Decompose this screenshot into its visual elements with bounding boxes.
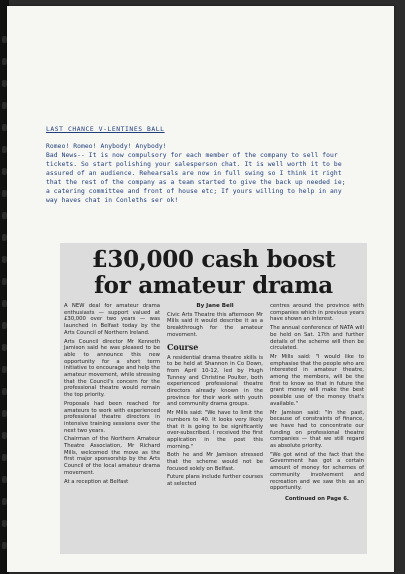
continued-note: Continued on Page 6. bbox=[285, 495, 349, 502]
paragraph: Chairman of the Northern Amateur Theatre Association, Mr Richard Mills, welcomed the move as the first major sponsorship by the Arts Council of the local amateur drama movement. bbox=[64, 436, 160, 476]
paragraph: centres around the province with companies which in previous years have shown an interest. bbox=[270, 303, 364, 323]
paragraph: Proposals had been reached for amateurs to work with experienced professional theatre directors in intensive training sessions over the next two years. bbox=[64, 400, 160, 434]
paragraph: "We got wind of the fact that the Government has got a certain amount of money for schemes of community involvement and recreation and we saw this as an opportunity. bbox=[270, 451, 364, 492]
headline-line-1: £30,000 cash boost bbox=[91, 246, 336, 273]
paragraph: Mr Mills said: "I would like to emphasise that the people who are interested in amateur theatre, among the members, will be the first to know so that in future the grant money will make the best possible use of the money that's available." bbox=[270, 353, 364, 407]
paragraph: Civic Arts Theatre this afternoon Mr Mills said it would describe it as a breakthrough for the amateur movement. bbox=[167, 311, 263, 338]
headline-line-2: for amateur drama bbox=[94, 272, 333, 299]
byline: By Jane Bell bbox=[196, 303, 234, 309]
article-column-2 bbox=[167, 303, 263, 490]
typed-note bbox=[46, 125, 384, 205]
note-title: LAST CHANCE V-LENTINES BALL bbox=[46, 126, 165, 133]
paragraph: Mr Jamison said: "In the past, because of constraints of finance, we have had to concentrate our funding on professional theatre companies — that we still regard as absolute priority. bbox=[270, 409, 364, 450]
paragraph: The annual conference of NATA will be held on Sat. 17th and further details of the scheme will then be circulated. bbox=[270, 325, 364, 352]
paragraph: Arts Council director Mr Kenneth Jamison said he was pleased to be able to announce this new opportunity for a short term initiative to encourage and help the amateur movement, while stressing that the Council's concern for the professional theatre would remain the top priority. bbox=[64, 338, 160, 399]
article-columns bbox=[64, 303, 364, 552]
paragraph: Future plans include further courses at selected bbox=[167, 474, 263, 488]
subhead: Course bbox=[167, 341, 199, 352]
paragraph: Mr Mills said: "We have to limit the numbers to 40. It looks very likely that it is going to be significantly over-subscribed. I received the first application in the post this morning." bbox=[167, 410, 263, 450]
note-line: that the rest of the company as a team started to give the back up needed ie; bbox=[46, 179, 346, 186]
note-line: assured of an audience. Rehearsals are now in full swing so I think it right bbox=[46, 170, 342, 177]
note-line: Bad News-- It is now compulsory for each member of the company to sell four bbox=[46, 152, 338, 159]
note-line: a catering committee and front of house etc; If yours willing to help in any bbox=[46, 188, 342, 195]
paragraph: Both he and Mr Jamison stressed that the scheme would not be focused solely on Belfast. bbox=[167, 452, 263, 472]
article-column-1 bbox=[64, 303, 160, 487]
note-line: tickets. So start polishing your salesperson chat. It is well worth it to be bbox=[46, 161, 342, 168]
note-line: way haves chat in Conleths ser ok! bbox=[46, 197, 179, 204]
paragraph: A NEW deal for amateur drama enthusiasts — support valued at £30,000 over two years — was launched in Belfast today by the Arts Council of Northern Ireland. bbox=[64, 303, 160, 336]
note-line: Romeo! Romeo! Anybody! Anybody! bbox=[46, 143, 167, 150]
newspaper-clipping bbox=[60, 243, 367, 554]
article-column-3 bbox=[270, 303, 364, 505]
paragraph: At a reception at Belfast bbox=[64, 478, 129, 485]
paragraph: A residential drama theatre skills is to be held at Shannon in Co Down, from April 10-12, led by Hugh Tunney and Christine Poulter, both experienced professional theatre directors already known in the province for their work with youth and community drama groups. bbox=[167, 354, 263, 408]
clipping-headline bbox=[60, 243, 367, 300]
